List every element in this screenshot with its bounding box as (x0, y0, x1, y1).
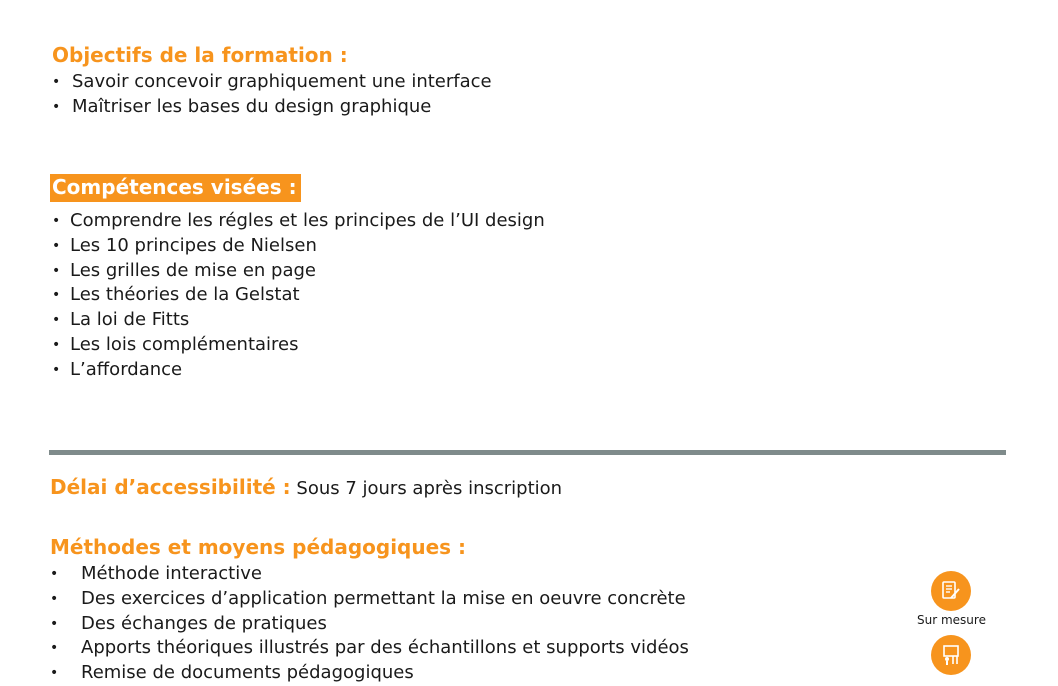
document-pencil-icon (931, 571, 971, 611)
bullet: • (52, 213, 61, 229)
list-item: • Les grilles de mise en page (52, 259, 545, 284)
list-item: • Maîtriser les bases du design graphique (52, 95, 492, 120)
list-item: • Des exercices d’application permettant la mise en oeuvre concrète (50, 587, 689, 612)
list-item: • Savoir concevoir graphiquement une interface (52, 70, 492, 95)
delai-label: Délai d’accessibilité : (50, 475, 291, 499)
bullet: • (52, 287, 61, 304)
bullet: • (52, 262, 61, 279)
objectifs-heading: Objectifs de la formation : (52, 43, 348, 67)
list-item: • L’affordance (52, 358, 545, 383)
list-item: • Les théories de la Gelstat (52, 283, 545, 308)
delai-value: Sous 7 jours après inscription (296, 478, 563, 499)
bullet: • (52, 237, 61, 254)
bullet: • (52, 336, 61, 353)
methodes-heading: Méthodes et moyens pédagogiques : (50, 535, 467, 559)
bullet: • (50, 665, 59, 682)
competences-heading: Compétences visées : (50, 174, 301, 202)
competences-list (52, 209, 545, 383)
list-item: • Remise de documents pédagogiques (50, 661, 689, 686)
section-divider (49, 450, 1006, 455)
bullet: • (50, 615, 59, 632)
bullet: • (50, 640, 59, 657)
bullet: • (50, 590, 59, 607)
objectifs-list (52, 70, 492, 120)
bullet: • (50, 566, 59, 582)
list-item: • Apports théoriques illustrés par des échantillons et supports vidéos (50, 636, 689, 661)
delai-line (50, 475, 562, 499)
list-item: • La loi de Fitts (52, 308, 545, 333)
list-item: • Les 10 principes de Nielsen (52, 234, 545, 259)
list-item: • Méthode interactive (50, 562, 689, 587)
bullet: • (52, 74, 61, 90)
badge-label-sur-mesure: Sur mesure (917, 613, 986, 627)
bullet: • (52, 361, 61, 378)
list-item: • Les lois complémentaires (52, 333, 545, 358)
list-item: • Des échanges de pratiques (50, 612, 689, 637)
bullet: • (52, 98, 61, 115)
bullet: • (52, 312, 61, 329)
presentation-board-icon (931, 635, 971, 675)
methodes-list (50, 562, 689, 686)
list-item: • Comprendre les régles et les principes de l’UI design (52, 209, 545, 234)
